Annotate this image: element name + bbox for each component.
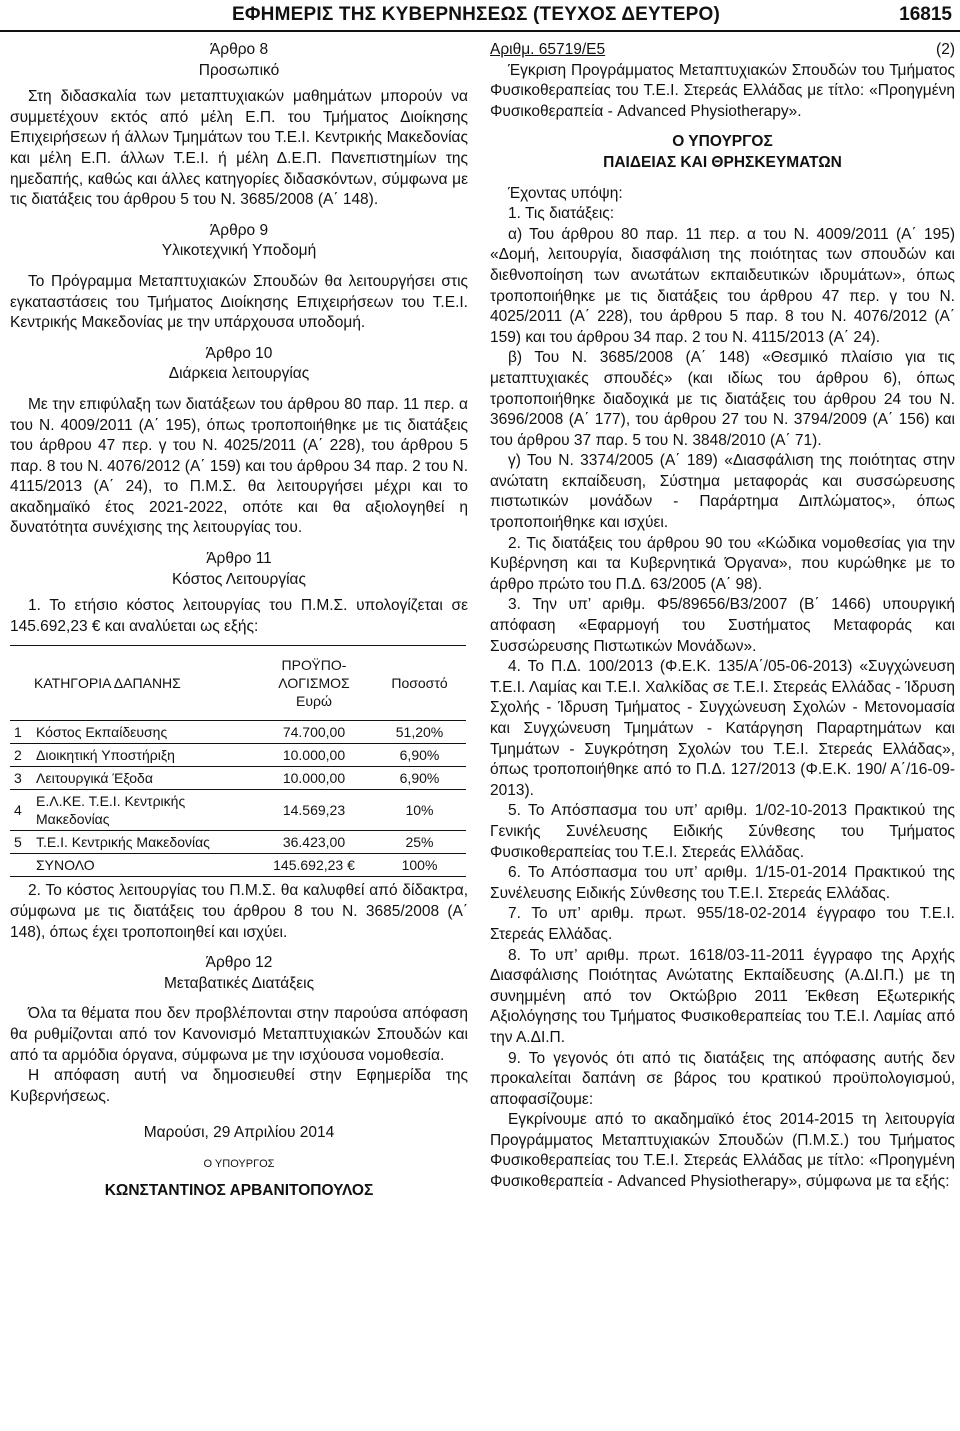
row-percentage: 6,90%: [373, 767, 466, 790]
row-amount: 10.000,00: [255, 744, 373, 767]
article-9-title: Υλικοτεχνική Υποδομή: [161, 242, 317, 260]
para-9: 9. Το γεγονός ότι από τις διατάξεις της απόφασης αυτής δεν προκαλείται δαπάνη σε βάρος του κρατικού προϋπολογισμού, αποφασίζουμε:: [490, 1049, 955, 1108]
row-id: 3: [10, 767, 32, 790]
row-id: 1: [10, 721, 32, 744]
page-header: [0, 0, 960, 32]
decision-index: (2): [936, 41, 955, 58]
row-id: 2: [10, 744, 32, 767]
signature-name: ΚΩΝΣΤΑΝΤΙΝΟΣ ΑΡΒΑΝΙΤΟΠΟΥΛΟΣ: [104, 1181, 374, 1199]
row-name: Τ.Ε.Ι. Κεντρικής Μακεδονίας: [32, 831, 255, 854]
article-11-heading: Άρθρο 11: [206, 550, 272, 568]
article-12-text1: Όλα τα θέματα που δεν προβλέπονται στην παρούσα απόφαση θα ρυθμίζονται από τον Κανονισμό Μεταπτυχιακών Σπουδών και από τα αρμόδια όργανα, σύμφωνα με την ισχύουσα νομοθεσία.: [10, 1005, 468, 1064]
having-in-view: Έχοντας υπόψη:: [508, 184, 623, 202]
row-name: Κόστος Εκπαίδευσης: [32, 721, 255, 744]
para-10: Εγκρίνουμε από το ακαδημαϊκό έτος 2014-2015 τη λειτουργία Προγράμματος Μεταπτυχιακών Σπουδών (Π.Μ.Σ.) του Τμήματος Φυσικοθεραπείας του Τ.Ε.Ι. Στερεάς Ελλάδας με τίτλο: «Προηγμένη Φυσικοθεραπεία - Advanced Physiotherapy», σύμφωνα με τα εξής:: [490, 1111, 955, 1191]
table-total-row: [10, 854, 466, 877]
signature-place-date: Μαρούσι, 29 Απριλίου 2014: [143, 1124, 335, 1142]
para-1: 1. Τις διατάξεις:: [508, 205, 615, 223]
signature-role: Ο ΥΠΟΥΡΓΟΣ: [203, 1157, 275, 1170]
article-11-title: Κόστος Λειτουργίας: [172, 570, 306, 588]
row-id: 5: [10, 831, 32, 854]
header-rule: [0, 30, 960, 32]
article-11-intro: 1. Το ετήσιο κόστος λειτουργίας του Π.Μ.Σ. υπολογίζεται σε 145.692,23 € και αναλύεται ως εξής:: [10, 597, 468, 635]
row-name: Ε.Λ.ΚΕ. Τ.Ε.Ι. Κεντρικής Μακεδονίας: [32, 790, 255, 831]
right-column: [490, 40, 955, 1193]
row-amount: 36.423,00: [255, 831, 373, 854]
para-4: 4. Το Π.Δ. 100/2013 (Φ.Ε.Κ. 135/Α΄/05-06-2013) «Συγχώνευση Τ.Ε.Ι. Λαμίας και Τ.Ε.Ι. Χαλκίδας σε Τ.Ε.Ι. Στερεάς Ελλάδας - Ίδρυση Σχολής - Ίδρυση Τμήματος - Συγχώνευση Σχολών - Μετονομασία και Συγχώνευση Τμημάτων - Κατάργηση Παραρτημάτων και Τμημάτων - Συγκρότηση Σχολών του Τ.Ε.Ι. Στερεάς Ελλάδας», όπως τροποποιήθηκε από το Π.Δ. 127/2013 (Φ.Ε.Κ. 190/ Α΄/16-09-2013).: [490, 658, 955, 799]
row-amount: 14.569,23: [255, 790, 373, 831]
row-name: Λειτουργικά Έξοδα: [32, 767, 255, 790]
article-9-heading: Άρθρο 9: [209, 221, 269, 239]
row-amount: 10.000,00: [255, 767, 373, 790]
row-percentage: 10%: [373, 790, 466, 831]
para-3: 3. Την υπ’ αριθμ. Φ5/89656/Β3/2007 (Β΄ 1466) υπουργική απόφαση «Εφαρμογή του Συστήματος Μεταφοράς και Συσσώρευσης Πιστωτικών Μονάδων».: [490, 596, 955, 655]
article-12-text2: Η απόφαση αυτή να δημοσιευθεί στην Εφημερίδα της Κυβερνήσεως.: [10, 1067, 468, 1105]
gazette-title: ΕΦΗΜΕΡΙΣ ΤΗΣ ΚΥΒΕΡΝΗΣΕΩΣ (ΤΕΥΧΟΣ ΔΕΥΤΕΡΟ): [232, 4, 720, 25]
para-8: 8. Το υπ’ αριθμ. πρωτ. 1618/03-11-2011 έγγραφο της Αρχής Διασφάλισης Ποιότητας Ανώτατης Εκπαίδευσης (Α.ΔΙ.Π.) με τη συνημμένη από τον Οκτώβριο 2011 Έκθεση Εξωτερικής Αξιολόγησης του Τμήματος Φυσικοθεραπείας του Τ.Ε.Ι. Λαμίας από την Α.ΔΙ.Π.: [490, 946, 955, 1046]
row-percentage: 6,90%: [373, 744, 466, 767]
table-header-row: [10, 646, 466, 721]
row-percentage: 51,20%: [373, 721, 466, 744]
table-row: [10, 767, 466, 790]
para-6: 6. Το Απόσπασμα του υπ’ αριθμ. 1/15-01-2014 Πρακτικού της Συνέλευσης Ειδικής Σύνθεσης του Τ.Ε.Ι. Στερεάς Ελλάδας.: [490, 864, 955, 902]
para-1a: α) Του άρθρου 80 παρ. 11 περ. α του Ν. 4009/2011 (Α΄ 195) «Δομή, λειτουργία, διασφάλιση της ποιότητας των σπουδών και διεθνοποίηση των ανωτάτων εκπαιδευτικών ιδρυμάτων», όπως τροποποιήθηκε με τις διατάξεις του άρθρου 47 περ. γ του Ν. 4025/2011 (Α΄ 228), του άρθρου 5 παρ. 8 του Ν. 4076/2012 (Α΄ 159) και του άρθρου 34 παρ. 2 του Ν. 4115/2013 (Α΄ 24).: [490, 225, 955, 346]
article-9-text: Το Πρόγραμμα Μεταπτυχιακών Σπουδών θα λειτουργήσει στις εγκαταστάσεις του Τμήματος Διοίκησης Επιχειρήσεων του Τ.Ε.Ι. Κεντρικής Μακεδονίας με την υπάρχουσα υποδομή.: [10, 272, 468, 332]
article-8-text: Στη διδασκαλία των μεταπτυχιακών μαθημάτων μπορούν να συμμετέχουν εκτός από μέλη Ε.Π. του Τμήματος Διοίκησης Επιχειρήσεων ή άλλων Τμημάτων του Τ.Ε.Ι. Κεντρικής Μακεδονίας και μέλη Ε.Π. άλλων Τ.Ε.Ι. ή μέλη Δ.Ε.Π. Πανεπιστημίων της ημεδαπής, καθώς και άλλες κατηγορίες διδασκόντων, σύμφωνα με τις διατάξεις του άρθρου 5 του Ν. 3685/2008 (Α΄ 148).: [10, 88, 468, 209]
table-row: [10, 790, 466, 831]
left-column: [10, 40, 468, 1201]
para-1c: γ) Του Ν. 3374/2005 (Α΄ 189) «Διασφάλιση της ποιότητας στην ανώτατη εκπαίδευση, Σύστημα μεταφοράς και συσσώρευσης πιστωτικών μονάδων - Παράρτημα Διπλώματος», όπως τροποποιήθηκε και ισχύει.: [490, 452, 955, 532]
article-12-title: Μεταβατικές Διατάξεις: [163, 974, 315, 992]
minister-heading: Ο ΥΠΟΥΡΓΟΣ ΠΑΙΔΕΙΑΣ ΚΑΙ ΘΡΗΣΚΕΥΜΑΤΩΝ: [603, 133, 842, 171]
table-header-budget: ΠΡΟΫΠΟ-ΛΟΓΙΣΜΟΣ Ευρώ: [255, 646, 373, 721]
row-amount: 74.700,00: [255, 721, 373, 744]
article-10-heading: Άρθρο 10: [205, 344, 273, 362]
para-2: 2. Τις διατάξεις του άρθρου 90 του «Κώδικα νομοθεσίας για την Κυβέρνηση και τα Κυβερνητικά Όργανα», που κυρώθηκε με το άρθρο πρώτο του Π.Δ. 63/2005 (Α΄ 98).: [490, 534, 955, 593]
decision-number: Αριθμ. 65719/Ε5: [490, 41, 606, 58]
article-10-title: Διάρκεια λειτουργίας: [168, 365, 310, 383]
decision-subject: Έγκριση Προγράμματος Μεταπτυχιακών Σπουδών του Τμήματος Φυσικοθεραπείας του Τ.Ε.Ι. Στερεάς Ελλάδας με τίτλο: «Προηγμένη Φυσικοθεραπεία - Advanced Physiotherapy».: [490, 61, 955, 120]
table-row: [10, 721, 466, 744]
para-1b: β) Του Ν. 3685/2008 (Α΄ 148) «Θεσμικό πλαίσιο για τις μεταπτυχιακές σπουδές» (και ιδίως του άρθρου 6), όπως τροποποιήθηκε διαδοχικά με τις διατάξεις του άρθρου 24 του Ν. 3696/2008 (Α΄ 177), του άρθρου 27 του Ν. 3794/2009 (Α΄ 156) και του άρθρου 37 παρ. 5 του Ν. 3848/2010 (Α΄ 71).: [490, 349, 955, 449]
page-number: 16815: [899, 4, 952, 25]
total-amount: 145.692,23 €: [255, 854, 373, 877]
article-11-para2: 2. Το κόστος λειτουργίας του Π.Μ.Σ. θα καλυφθεί από δίδακτρα, σύμφωνα με τις διατάξεις του άρθρου 8 του Ν. 3685/2008 (Α΄ 148), όπως έχει τροποποιηθεί και ισχύει.: [10, 882, 468, 941]
table-row: [10, 831, 466, 854]
table-row: [10, 744, 466, 767]
row-name: Διοικητική Υποστήριξη: [32, 744, 255, 767]
article-8-title: Προσωπικό: [198, 61, 280, 79]
total-percentage: 100%: [373, 854, 466, 877]
row-percentage: 25%: [373, 831, 466, 854]
table-header-percentage: Ποσοστό: [373, 646, 466, 721]
article-10-text: Με την επιφύλαξη των διατάξεων του άρθρου 80 παρ. 11 περ. α του Ν. 4009/2011 (Α΄ 195), όπως τροποποιήθηκε με τις διατάξεις του άρθρου 47 περ. γ του Ν. 4025/2011 (Α΄ 228), του άρθρου 5 παρ. 8 του Ν. 4076/2012 (Α΄ 159) και του άρθρου 34 παρ. 2 του Ν. 4115/2013 (Α΄ 24), το Π.Μ.Σ. θα λειτουργήσει μέχρι και το ακαδημαϊκό έτος 2021-2022, οπότε και θα αξιολογηθεί η δυνατότητα συνέχισης της λειτουργίας του.: [10, 395, 468, 537]
para-7: 7. Το υπ’ αριθμ. πρωτ. 955/18-02-2014 έγγραφο του Τ.Ε.Ι. Στερεάς Ελλάδας.: [490, 905, 955, 943]
article-8-heading: Άρθρο 8: [209, 41, 269, 58]
para-5: 5. Το Απόσπασμα του υπ’ αριθμ. 1/02-10-2013 Πρακτικού της Γενικής Συνέλευσης Ειδικής Σύνθεσης του Τμήματος Φυσικοθεραπείας του Τ.Ε.Ι. Στερεάς Ελλάδας.: [490, 802, 955, 861]
article-12-heading: Άρθρο 12: [205, 954, 273, 972]
decision-reference: [490, 40, 955, 61]
total-label: ΣΥΝΟΛΟ: [32, 854, 255, 877]
table-header-category: ΚΑΤΗΓΟΡΙΑ ΔΑΠΑΝΗΣ: [10, 646, 255, 721]
cost-table: [10, 645, 466, 877]
row-id: 4: [10, 790, 32, 831]
